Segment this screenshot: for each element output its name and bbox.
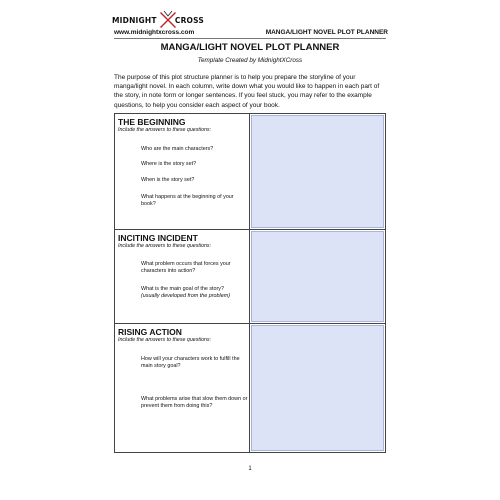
planner-table xyxy=(114,113,386,453)
page-number: 1 xyxy=(248,466,252,472)
logo-text-right: CROSS xyxy=(174,15,204,25)
section-row-beginning xyxy=(115,114,385,230)
question-item: Where is the story set? xyxy=(141,161,197,167)
section-instructions: Include the answers to these questions: xyxy=(118,337,212,343)
question-item: What problem occurs that forces your characters into action? xyxy=(141,261,231,275)
question-item xyxy=(141,286,249,300)
brand-logo xyxy=(112,10,204,30)
section-title: THE BEGINNING xyxy=(118,117,186,127)
logo-text-left: MIDNIGHT xyxy=(112,15,157,25)
question-item: How will your characters work to fulfill the main story goal? xyxy=(141,356,240,370)
intro-paragraph: The purpose of this plot structure planner is to help you prepare the storyline of your manga/light novel. In each column, write down what you would like to happen in each part of the story, in note form or longer sentences. If you feel stuck, you may refer to the example questions, to help you consider each aspect of your book. xyxy=(114,74,380,109)
answer-box-beginning[interactable] xyxy=(251,115,384,228)
header-title: MANGA/LIGHT NOVEL PLOT PLANNER xyxy=(265,29,388,36)
section-instructions: Include the answers to these questions: xyxy=(118,127,212,133)
document-subtitle: Template Created by MidnightXCross xyxy=(197,57,303,64)
section-row-rising-action xyxy=(115,324,385,452)
question-text: What is the main goal of the story? xyxy=(141,286,224,292)
section-title: INCITING INCIDENT xyxy=(118,233,198,243)
answer-box-inciting-incident[interactable] xyxy=(251,231,384,322)
question-note: (usually developed from the problem) xyxy=(141,293,230,300)
header-divider xyxy=(114,38,386,39)
question-cell xyxy=(115,324,250,452)
section-instructions: Include the answers to these questions: xyxy=(118,243,212,249)
question-cell xyxy=(115,114,250,229)
question-item: What problems arise that slow them down or prevent them from doing this? xyxy=(141,396,248,410)
question-cell xyxy=(115,230,250,323)
section-title: RISING ACTION xyxy=(118,327,182,337)
document-title: MANGA/LIGHT NOVEL PLOT PLANNER xyxy=(160,42,340,53)
question-item: When is the story set? xyxy=(141,177,195,183)
cross-logo-icon xyxy=(158,10,174,30)
section-row-inciting-incident xyxy=(115,230,385,324)
header-url[interactable]: www.midnightxcross.com xyxy=(114,29,195,36)
answer-box-rising-action[interactable] xyxy=(251,325,384,451)
question-item: Who are the main characters? xyxy=(141,146,214,152)
question-item: What happens at the beginning of your book? xyxy=(141,194,234,208)
